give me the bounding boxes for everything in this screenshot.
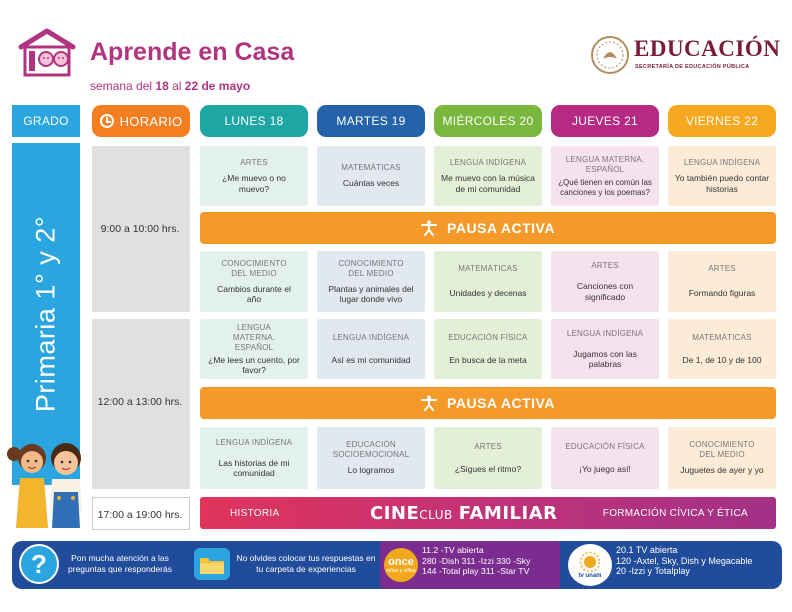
lesson-subject: LENGUA INDÍGENA <box>449 158 527 167</box>
lesson-subject: EDUCACIÓN SOCIOEMOCIONAL <box>332 440 410 460</box>
column-viernes <box>668 105 776 137</box>
evening-left-subject: HISTORIA <box>230 507 280 519</box>
lesson-subject: LENGUA INDÍGENA <box>215 437 293 447</box>
evening-banner <box>200 497 776 529</box>
lesson-subject: LENGUA MATERNA. ESPAÑOL <box>565 155 645 174</box>
lesson-title: Así es mi comunidad <box>331 354 411 365</box>
week-mid: al <box>172 79 182 93</box>
lesson-cell <box>317 319 425 379</box>
time-slot-3: 17:00 a 19:00 hrs. <box>97 509 183 521</box>
lesson-cell <box>434 427 542 489</box>
once-line: 11.2 -TV abierta <box>422 545 484 555</box>
lesson-subject: EDUCACIÓN FÍSICA <box>565 441 645 451</box>
column-jueves <box>551 105 659 137</box>
lesson-cell <box>551 251 659 312</box>
lesson-subject: ARTES <box>591 261 619 270</box>
lesson-title: De 1, de 10 y de 100 <box>682 354 762 365</box>
lesson-cell <box>668 146 776 206</box>
column-miercoles <box>434 105 542 137</box>
page-title: Aprende en Casa <box>90 38 295 66</box>
unam-line: 120 -Axtel, Sky, Dish y Megacable <box>616 555 753 566</box>
canal-once-logo <box>384 548 418 582</box>
column-grado <box>12 105 80 137</box>
week-prefix: semana del <box>90 79 153 93</box>
unam-line: 20 -Izzi y Totalplay <box>616 566 690 576</box>
day-label: MIÉRCOLES 20 <box>442 114 534 128</box>
lesson-cell <box>200 146 308 206</box>
aprende-en-casa-logo <box>17 27 77 77</box>
tip-carpeta: No olvides colocar tus respuestas en tu carpeta de experiencias <box>236 553 376 574</box>
grado-label: GRADO <box>23 114 69 128</box>
exercise-icon <box>421 395 437 411</box>
day-label: LUNES 18 <box>224 114 284 128</box>
unam-line: 20.1 TV abierta <box>616 545 678 555</box>
pausa-label: PAUSA ACTIVA <box>447 395 555 411</box>
lesson-cell <box>434 146 542 206</box>
sep-subtitle: SECRETARÍA DE EDUCACIÓN PÚBLICA <box>635 64 750 70</box>
lesson-cell <box>200 427 308 489</box>
lesson-title: Plantas y animales del lugar donde vivo <box>328 283 414 304</box>
lesson-subject: MATEMÁTICAS <box>341 163 401 173</box>
exercise-icon <box>421 220 437 236</box>
lesson-subject: MATEMÁTICAS <box>692 332 752 342</box>
week-start: 18 <box>155 79 169 93</box>
week-end: 22 de mayo <box>184 79 251 93</box>
folder-icon <box>192 546 232 582</box>
pausa-label: PAUSA ACTIVA <box>447 220 555 236</box>
lesson-title: Las historias de mi comunidad <box>218 457 290 478</box>
lesson-title: Formando figuras <box>688 288 756 299</box>
lesson-title: Lo logramos <box>347 465 395 476</box>
canal-once-info <box>422 545 530 577</box>
club-text: CLUB <box>419 507 453 522</box>
day-label: JUEVES 21 <box>571 114 639 128</box>
lesson-cell <box>434 319 542 379</box>
lesson-cell <box>668 319 776 379</box>
tip-attention: Pon mucha atención a las preguntas que responderás <box>68 553 172 574</box>
lesson-title: Unidades y decenas <box>449 288 527 299</box>
lesson-subject: CONOCIMIENTO DEL MEDIO <box>221 258 287 278</box>
lesson-subject: LENGUA MATERNA. ESPAÑOL <box>232 322 276 352</box>
lesson-title: ¿Qué tienen en común las canciones y los poemas? <box>558 178 652 197</box>
children-illustration <box>4 432 94 532</box>
day-label: MARTES 19 <box>336 114 406 128</box>
lesson-cell <box>551 427 659 489</box>
lesson-cell <box>317 251 425 312</box>
lesson-title: ¡Yo juego así! <box>579 463 631 474</box>
lesson-subject: LENGUA INDÍGENA <box>683 158 761 167</box>
week-range <box>90 79 250 93</box>
lesson-subject: MATEMÁTICAS <box>458 264 518 274</box>
lesson-title: ¿Me lees un cuento, por favor? <box>208 354 300 375</box>
question-icon: ? <box>19 544 59 584</box>
cine-text: CINE <box>370 502 420 524</box>
evening-right-subject: FORMACIÓN CÍVICA Y ÉTICA <box>602 507 748 519</box>
day-label: VIERNES 22 <box>685 114 759 128</box>
lesson-cell <box>317 146 425 206</box>
tvunam-sun-icon <box>579 551 601 573</box>
lesson-title: Canciones con significado <box>576 281 634 302</box>
lesson-subject: CONOCIMIENTO DEL MEDIO <box>689 440 755 460</box>
horario-label: HORARIO <box>119 113 183 129</box>
lesson-cell <box>668 427 776 489</box>
once-line: 280 -Dish 311 -Izzi 330 -Sky <box>422 555 531 566</box>
lesson-cell <box>434 251 542 312</box>
column-lunes <box>200 105 308 137</box>
once-logo-text: once <box>388 555 414 568</box>
lesson-title: En busca de la meta <box>449 354 527 365</box>
lesson-subject: CONOCIMIENTO DEL MEDIO <box>338 258 404 278</box>
lesson-cell <box>551 319 659 379</box>
lesson-subject: ARTES <box>708 264 736 274</box>
lesson-title: Yo también puedo contar historias <box>674 173 770 194</box>
pausa-activa-banner <box>200 212 776 244</box>
lesson-cell <box>200 319 308 379</box>
familiar-text: FAMILIAR <box>458 502 558 524</box>
tvunam-logo <box>568 544 612 586</box>
column-martes <box>317 105 425 137</box>
lesson-subject: EDUCACIÓN FÍSICA <box>448 332 528 342</box>
pausa-activa-banner <box>200 387 776 419</box>
tvunam-label: tv unam <box>578 573 602 579</box>
lesson-title: ¿Sigues el ritmo? <box>454 463 522 474</box>
sep-name: EDUCACIÓN <box>634 36 781 61</box>
lesson-title: ¿Me muevo o no muevo? <box>222 173 286 194</box>
lesson-title: Jugamos con las palabras <box>573 348 637 369</box>
tvunam-info <box>616 545 752 577</box>
time-slot-1: 9:00 a 10:00 hrs. <box>100 223 180 235</box>
lesson-cell <box>317 427 425 489</box>
clock-icon <box>100 114 114 128</box>
lesson-subject: ARTES <box>474 441 502 451</box>
lesson-title: Cuántas veces <box>342 178 400 189</box>
sep-seal-icon <box>590 35 630 75</box>
once-line: 144 -Total play 311 -Star TV <box>422 566 530 576</box>
lesson-title: Cambios durante el año <box>217 283 291 304</box>
time-slot-2: 12:00 a 13:00 hrs. <box>97 396 183 408</box>
grade-label: Primaria 1° y 2° <box>30 215 61 413</box>
lesson-title: Juguetes de ayer y yo <box>680 465 764 476</box>
lesson-title: Me muevo con la música de mi comunidad <box>440 173 535 194</box>
lesson-cell <box>668 251 776 312</box>
once-logo-sub: niñas y niños <box>386 567 416 574</box>
cineclub-logo <box>370 503 558 524</box>
column-horario <box>92 105 190 137</box>
lesson-cell <box>551 146 659 206</box>
lesson-subject: LENGUA INDÍGENA <box>332 332 410 342</box>
lesson-subject: LENGUA INDÍGENA <box>566 328 644 338</box>
lesson-cell <box>200 251 308 312</box>
lesson-subject: ARTES <box>240 158 268 167</box>
